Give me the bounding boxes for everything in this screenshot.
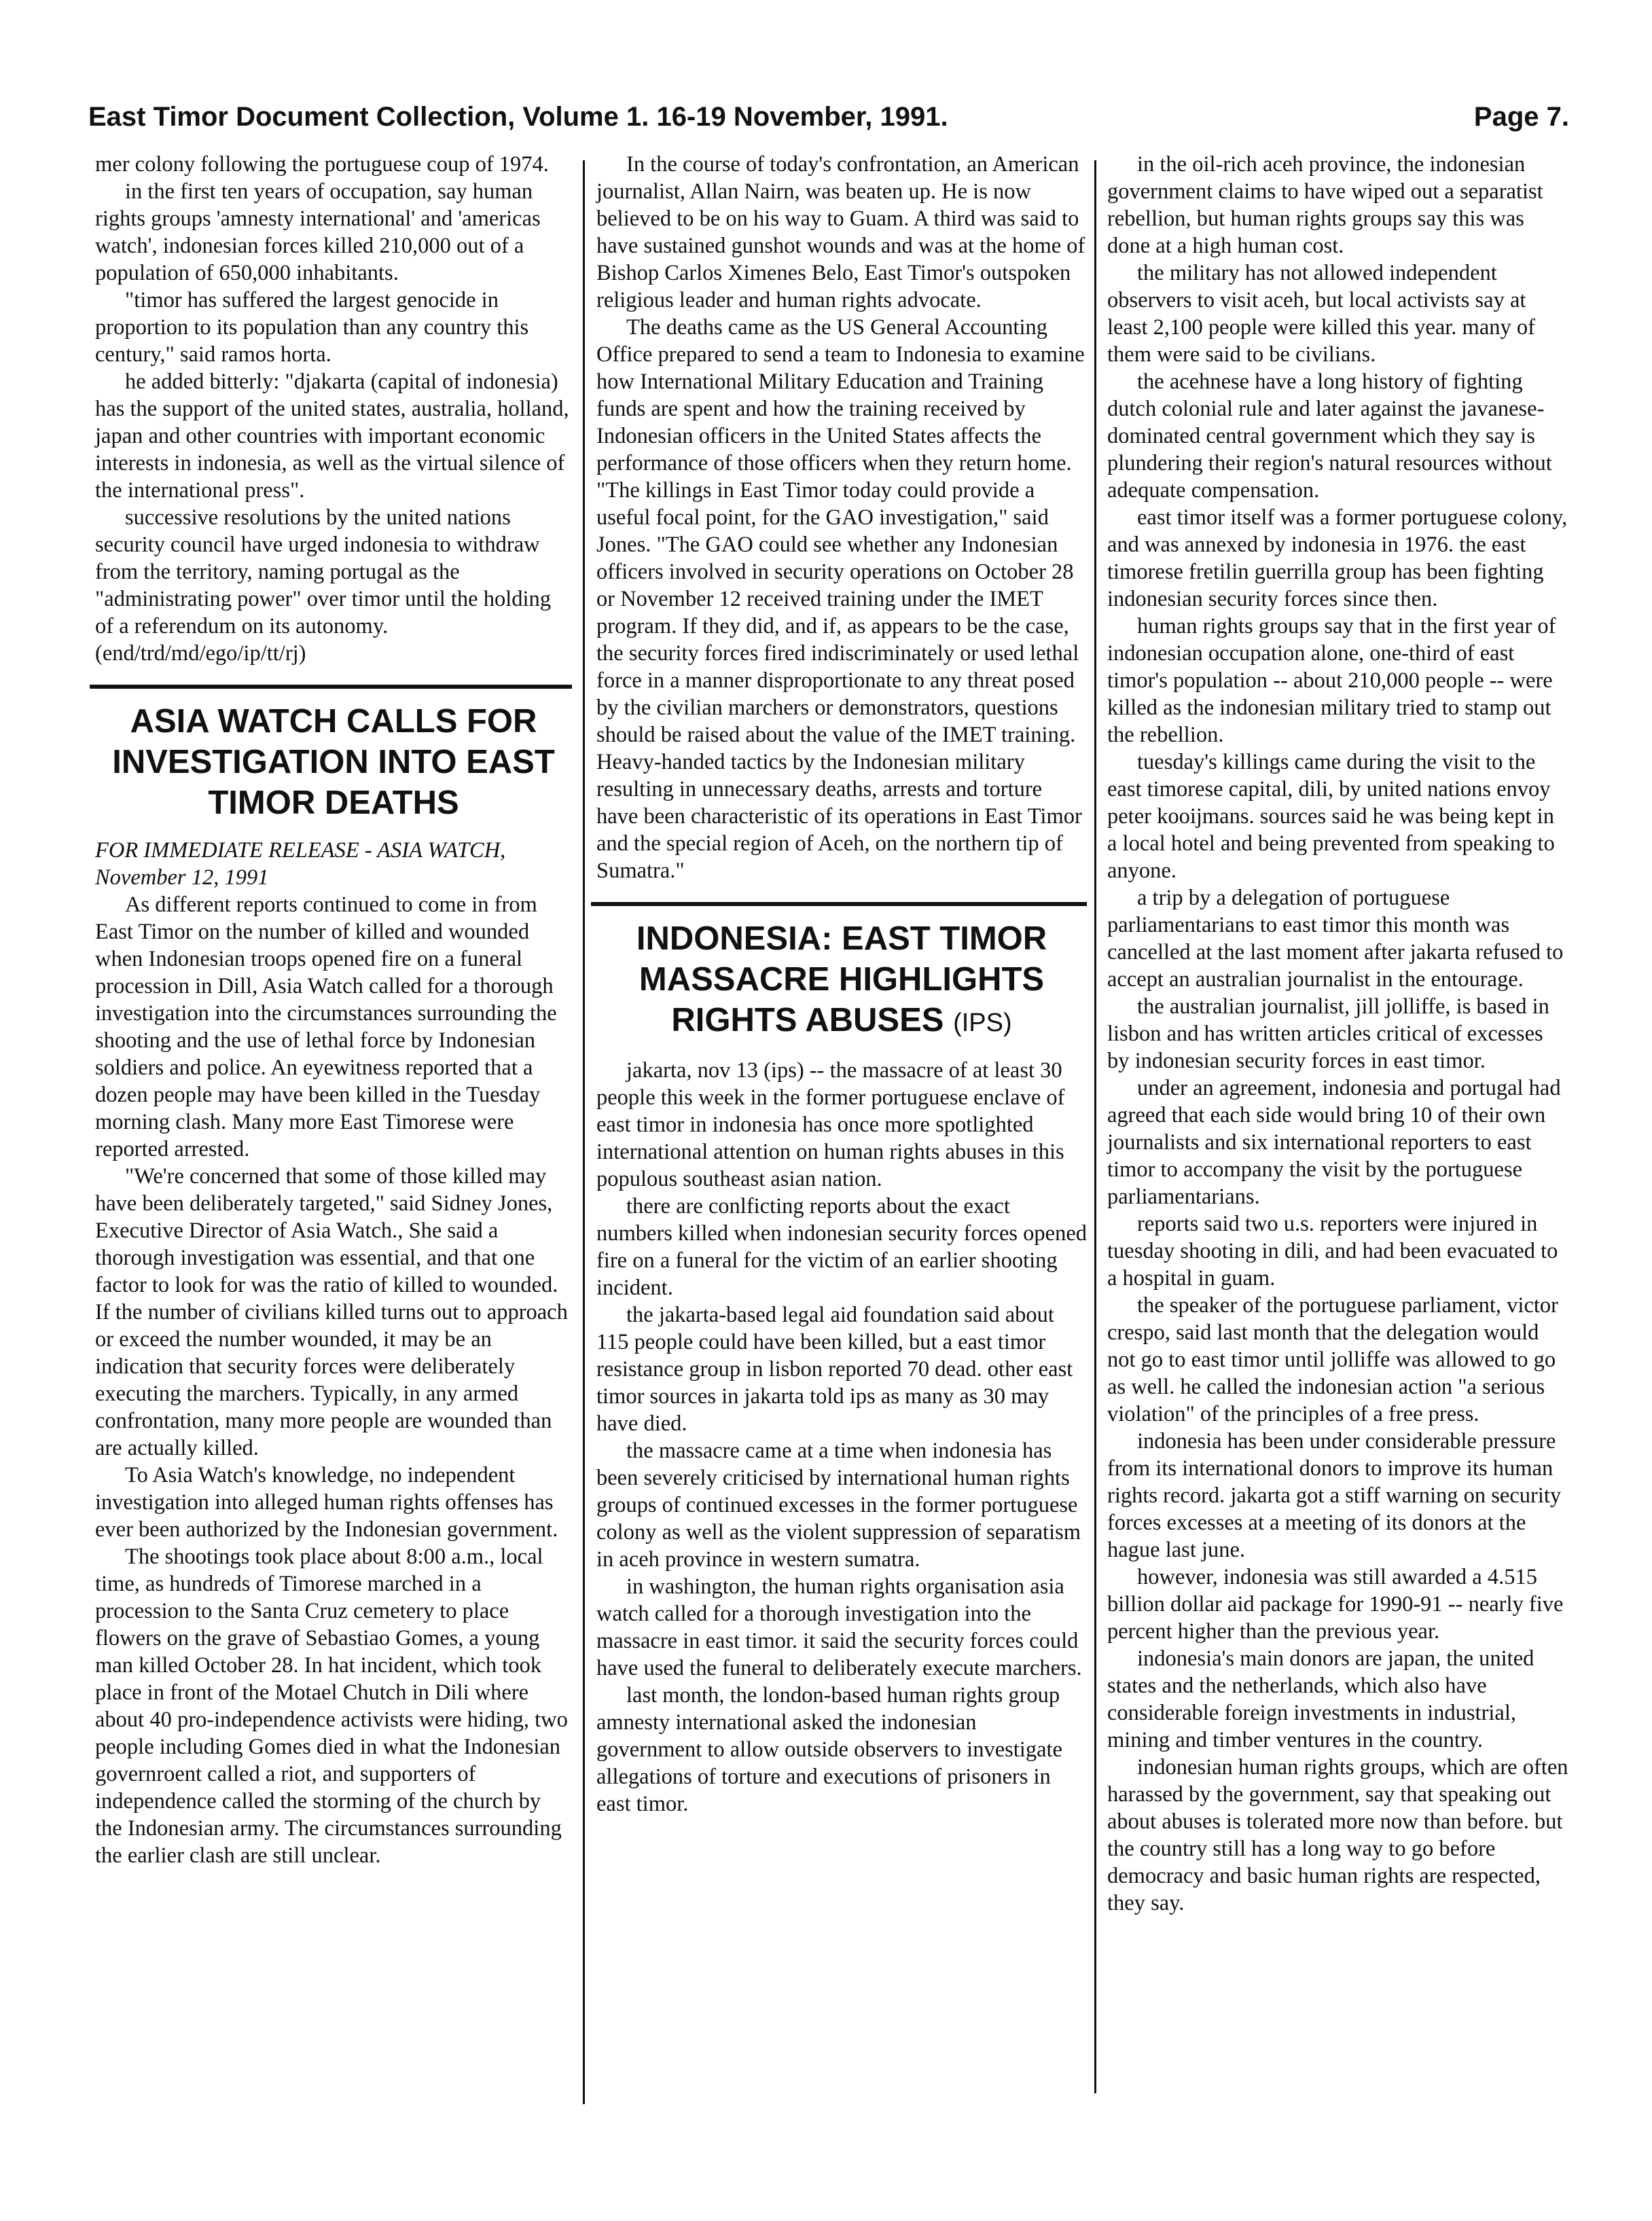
paragraph: human rights groups say that in the first year of indonesian occupation alone, one-third of east timor's population -- about 210,000 people -- were killed as the indonesian military tried to stamp out the rebellion. [1107,614,1556,747]
paragraph: "We're concerned that some of those killed may have been deliberately targeted," said Sidney Jones, Executive Director of Asia Watch., She said a thorough investigation was essential, and that one factor to look for was the ratio of killed to wounded. If the number of civilians killed turns out to approach or exceed the number wounded, it may be an indication that security forces were deliberately executing the marchers. Typically, in any armed confrontation, many more people are wounded than are actually killed. [95,1164,568,1460]
headline-text: INDONESIA: EAST TIMOR MASSACRE HIGHLIGHTS RIGHTS ABUSES [636,920,1047,1039]
paragraph: the massacre came at a time when indonesia has been severely criticised by international human rights groups of continued excesses in the former portuguese colony as well as the violent suppression of separatism in aceh province in western sumatra. [596,1439,1081,1572]
headline-source: (IPS) [953,1009,1012,1037]
paragraph: The shootings took place about 8:00 a.m., local time, as hundreds of Timorese marched in a procession to the Santa Cruz cemetery to place flowers on the grave of Sebastiao Gomes, a young man killed October 28. In hat incident, which took place in front of the Motael Chutch in Dili where about 40 pro-independence activists were hiding, two people including Gomes died in what the Indonesian governroent called a riot, and supporters of independence called the storming of the church by the Indonesian army. The circumstances surrounding the earlier clash are still unclear. [95,1545,568,1868]
paragraph: "timor has suffered the largest genocide in proportion to its population than any country this century," said ramos horta. [95,288,529,367]
page-header [88,102,1569,132]
paragraph: in the first ten years of occupation, say human rights groups 'amnesty international' and 'americas watch', indonesian forces killed 210,000 out of a population of 650,000 inhabitants. [95,179,541,285]
paragraph: The deaths came as the US General Accounting Office prepared to send a team to Indonesia to examine how International Military Education and Training funds are spent and how the training received by Indonesian officers in the United States affects the performance of those officers when they return home. "The killings in East Timor today could provide a useful focal point, for the GAO investigation," said Jones. "The GAO could see whether any Indonesian officers involved in security operations on October 28 or November 12 received training under the IMET program. If they did, and if, as appears to be the case, the security forces fired indiscriminately or used lethal force in a manner disproportionate to any threat posed by the civilian marchers or demonstrators, questions should be raised about the value of the IMET training. Heavy-handed tactics by the Indonesian military resulting in unnecessary deaths, arrests and torture have been characteristic of its operations in East Timor and the special region of Aceh, on the northern tip of Sumatra." [596,315,1085,883]
paragraph: east timor itself was a former portuguese colony, and was annexed by indonesia in 1976. the east timorese fretilin guerrilla group has been fighting indonesian security forces since then. [1107,505,1568,611]
collection-title: East Timor Document Collection, Volume 1. 16-19 November, 1991. [88,102,948,132]
paragraph: mer colony following the portuguese coup of 1974. [95,152,549,177]
dateline: FOR IMMEDIATE RELEASE - ASIA WATCH, November 12, 1991 [95,838,506,890]
paragraph: successive resolutions by the united nations security council have urged indonesia to withdraw from the territory, naming portugal as the "administrating power" over timor until the holding of a referendum on its autonomy. (end/trd/md/ego/ip/tt/rj) [95,505,552,666]
column-divider [1094,160,1096,2093]
paragraph: there are conlficting reports about the exact numbers killed when indonesian security forces opened fire on a funeral for the victim of an earlier shooting incident. [596,1194,1088,1300]
paragraph: To Asia Watch's knowledge, no independent investigation into alleged human rights offenses has ever been authorized by the Indonesian government. [95,1463,558,1542]
paragraph: reports said two u.s. reporters were injured in tuesday shooting in dili, and had been evacuated to a hospital in guam. [1107,1212,1558,1290]
column-1 [95,151,572,1869]
paragraph: jakarta, nov 13 (ips) -- the massacre of at least 30 people this week in the former portuguese enclave of east timor in indonesia has once more spotlighted international attention on human rights abuses in this populous southeast asian nation. [596,1058,1065,1191]
paragraph: under an agreement, indonesia and portugal had agreed that each side would bring 10 of their own journalists and six international reporters to east timor to accompany the visit by the portuguese parliamentarians. [1107,1076,1561,1209]
paragraph: he added bitterly: "djakarta (capital of indonesia) has the support of the united states, australia, holland, japan and other countries with important economic interests in indonesia, as well as the virtual silence of the international press". [95,369,569,503]
paragraph: the acehnese have a long history of fighting dutch colonial rule and later against the javanese-dominated central government which they say is plundering their region's natural resources without adequate compensation. [1107,369,1552,503]
paragraph: indonesian human rights groups, which are often harassed by the government, say that speaking out about abuses is tolerated more now than before. but the country still has a long way to go before democracy and basic human rights are respected, they say. [1107,1755,1568,1915]
paragraph: a trip by a delegation of portuguese parliamentarians to east timor this month was cancelled at the last moment after jakarta refused to accept an australian journalist in the entourage. [1107,886,1564,992]
paragraph: As different reports continued to come in from East Timor on the number of killed and wounded when Indonesian troops opened fire on a funeral procession in Dill, Asia Watch called for a thorough investigation into the circumstances surrounding the shooting and the use of lethal force by Indonesian soldiers and police. An eyewitness reported that a dozen people may have been killed in the Tuesday morning clash. Many more East Timorese were reported arrested. [95,892,557,1161]
paragraph: indonesia's main donors are japan, the united states and the netherlands, which also have considerable foreign investments in industrial, mining and timber ventures in the country. [1107,1646,1534,1752]
column-3 [1107,151,1569,1917]
article-headline [596,918,1087,1043]
paragraph: In the course of today's confrontation, an American journalist, Allan Nairn, was beaten up. He is now believed to be on his way to Guam. A third was said to have sustained gunshot wounds and was at the home of Bishop Carlos Ximenes Belo, East Timor's outspoken religious leader and human rights advocate. [596,152,1085,312]
paragraph: indonesia has been under considerable pressure from its international donors to improve its human rights record. jakarta got a stiff warning on security forces excesses at a meeting of its donors at the hague last june. [1107,1429,1562,1562]
article-headline: ASIA WATCH CALLS FOR INVESTIGATION INTO EAST TIMOR DEATHS [112,703,555,821]
paragraph: the military has not allowed independent observers to visit aceh, but local activists say at least 2,100 people were killed this year. many of them were said to be civilians. [1107,261,1535,367]
paragraph: the speaker of the portuguese parliament, victor crespo, said last month that the delegation would not go to east timor until jolliffe was allowed to go as well. he called the indonesian action "a serious violation" of the principles of a free press. [1107,1293,1558,1426]
column-2 [596,151,1087,1818]
column-divider [583,160,585,2104]
article-divider [90,685,572,689]
paragraph: the jakarta-based legal aid foundation said about 115 people could have been killed, but a east timor resistance group in lisbon reported 70 dead. other east timor sources in jakarta told ips as many as 30 may have died. [596,1303,1073,1436]
paragraph: last month, the london-based human rights group amnesty international asked the indonesian government to allow outside observers to investigate allegations of torture and executions of prisoners in east timor. [596,1683,1062,1816]
paragraph: however, indonesia was still awarded a 4.515 billion dollar aid package for 1990-91 -- nearly five percent higher than the previous year. [1107,1565,1564,1644]
article-divider [591,902,1087,906]
page-number: Page 7. [1473,102,1569,132]
paragraph: the australian journalist, jill jolliffe, is based in lisbon and has written articles critical of excesses by indonesian security forces in east timor. [1107,994,1549,1073]
paragraph: in washington, the human rights organisation asia watch called for a thorough investigation into the massacre in east timor. it said the security forces could have used the funeral to deliberately execute marchers. [596,1574,1082,1680]
paragraph: tuesday's killings came during the visit to the east timorese capital, dili, by united nations envoy peter kooijmans. sources said he was being kept in a local hotel and being prevented from speaking to anyone. [1107,750,1555,883]
paragraph: in the oil-rich aceh province, the indonesian government claims to have wiped out a separatist rebellion, but human rights groups say this was done at a high human cost. [1107,152,1543,258]
